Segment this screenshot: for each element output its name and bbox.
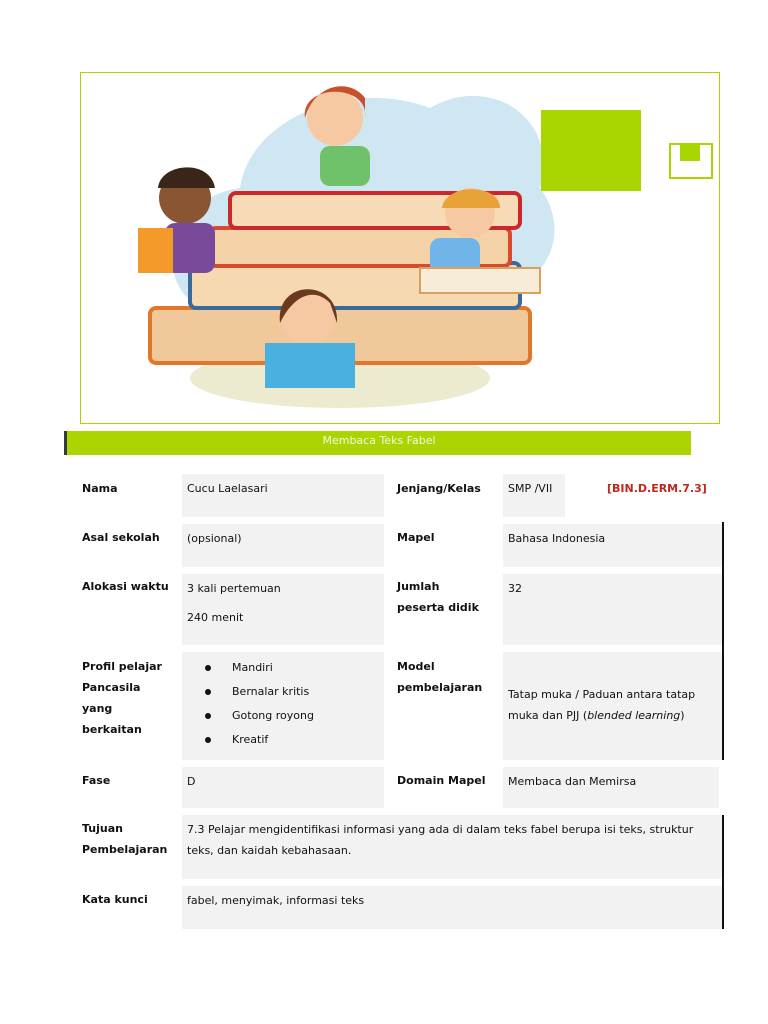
list-item: Bernalar kritis [187, 680, 379, 704]
jenjang-value: SMP /VII [503, 474, 565, 517]
tujuan-label [82, 818, 167, 860]
table-border [722, 522, 724, 760]
tujuan-label-line1: Tujuan [82, 822, 123, 835]
nama-value: Cucu Laelasari [182, 474, 384, 517]
alokasi-value [182, 574, 384, 645]
alokasi-pertemuan: 3 kali pertemuan [187, 582, 281, 595]
profil-label-line: yang [82, 702, 113, 715]
children-reading-illustration [130, 78, 560, 418]
fase-label: Fase [82, 774, 111, 787]
model-value [503, 652, 722, 760]
competency-code: [BIN.D.ERM.7.3] [607, 482, 707, 495]
list-item: Gotong royong [187, 704, 379, 728]
profil-label-line: berkaitan [82, 723, 142, 736]
alokasi-label: Alokasi waktu [82, 580, 169, 593]
profil-list [182, 652, 384, 760]
list-item: Kreatif [187, 728, 379, 752]
green-square-decoration [541, 110, 641, 191]
model-value-close: ) [680, 709, 685, 722]
table-border [722, 815, 724, 929]
mapel-label: Mapel [397, 531, 435, 544]
tujuan-label-line2: Pembelajaran [82, 843, 168, 856]
jumlah-label [397, 576, 479, 618]
list-item: Mandiri [187, 656, 379, 680]
profil-label-line: Pancasila [82, 681, 141, 694]
domain-value: Membaca dan Memirsa [503, 767, 719, 808]
model-label-line1: Model [397, 660, 435, 673]
tujuan-value: 7.3 Pelajar mengidentifikasi informasi yang ada di dalam teks fabel berupa isi teks, struktur teks, dan kaidah kebahasaan. [182, 815, 722, 879]
jumlah-value: 32 [503, 574, 722, 645]
model-label [397, 656, 482, 698]
page-title: Membaca Teks Fabel [64, 431, 691, 455]
asal-value: (opsional) [182, 524, 384, 567]
jenjang-label: Jenjang/Kelas [397, 482, 481, 495]
domain-label: Domain Mapel [397, 774, 486, 787]
save-icon [669, 143, 713, 179]
kata-kunci-label: Kata kunci [82, 893, 148, 906]
profil-label [82, 656, 172, 740]
model-value-emphasis: blended learning [587, 709, 681, 722]
jumlah-label-line2: peserta didik [397, 601, 479, 614]
asal-label: Asal sekolah [82, 531, 160, 544]
kata-kunci-value: fabel, menyimak, informasi teks [182, 886, 722, 929]
model-value-text: Tatap muka / Paduan antara tatap muka dan PJJ ( [508, 688, 696, 722]
profil-label-line: Profil pelajar [82, 660, 162, 673]
model-label-line2: pembelajaran [397, 681, 483, 694]
fase-value: D [182, 767, 384, 808]
jumlah-label-line1: Jumlah [397, 580, 440, 593]
alokasi-menit: 240 menit [187, 611, 244, 624]
nama-label: Nama [82, 482, 118, 495]
mapel-value: Bahasa Indonesia [503, 524, 722, 567]
